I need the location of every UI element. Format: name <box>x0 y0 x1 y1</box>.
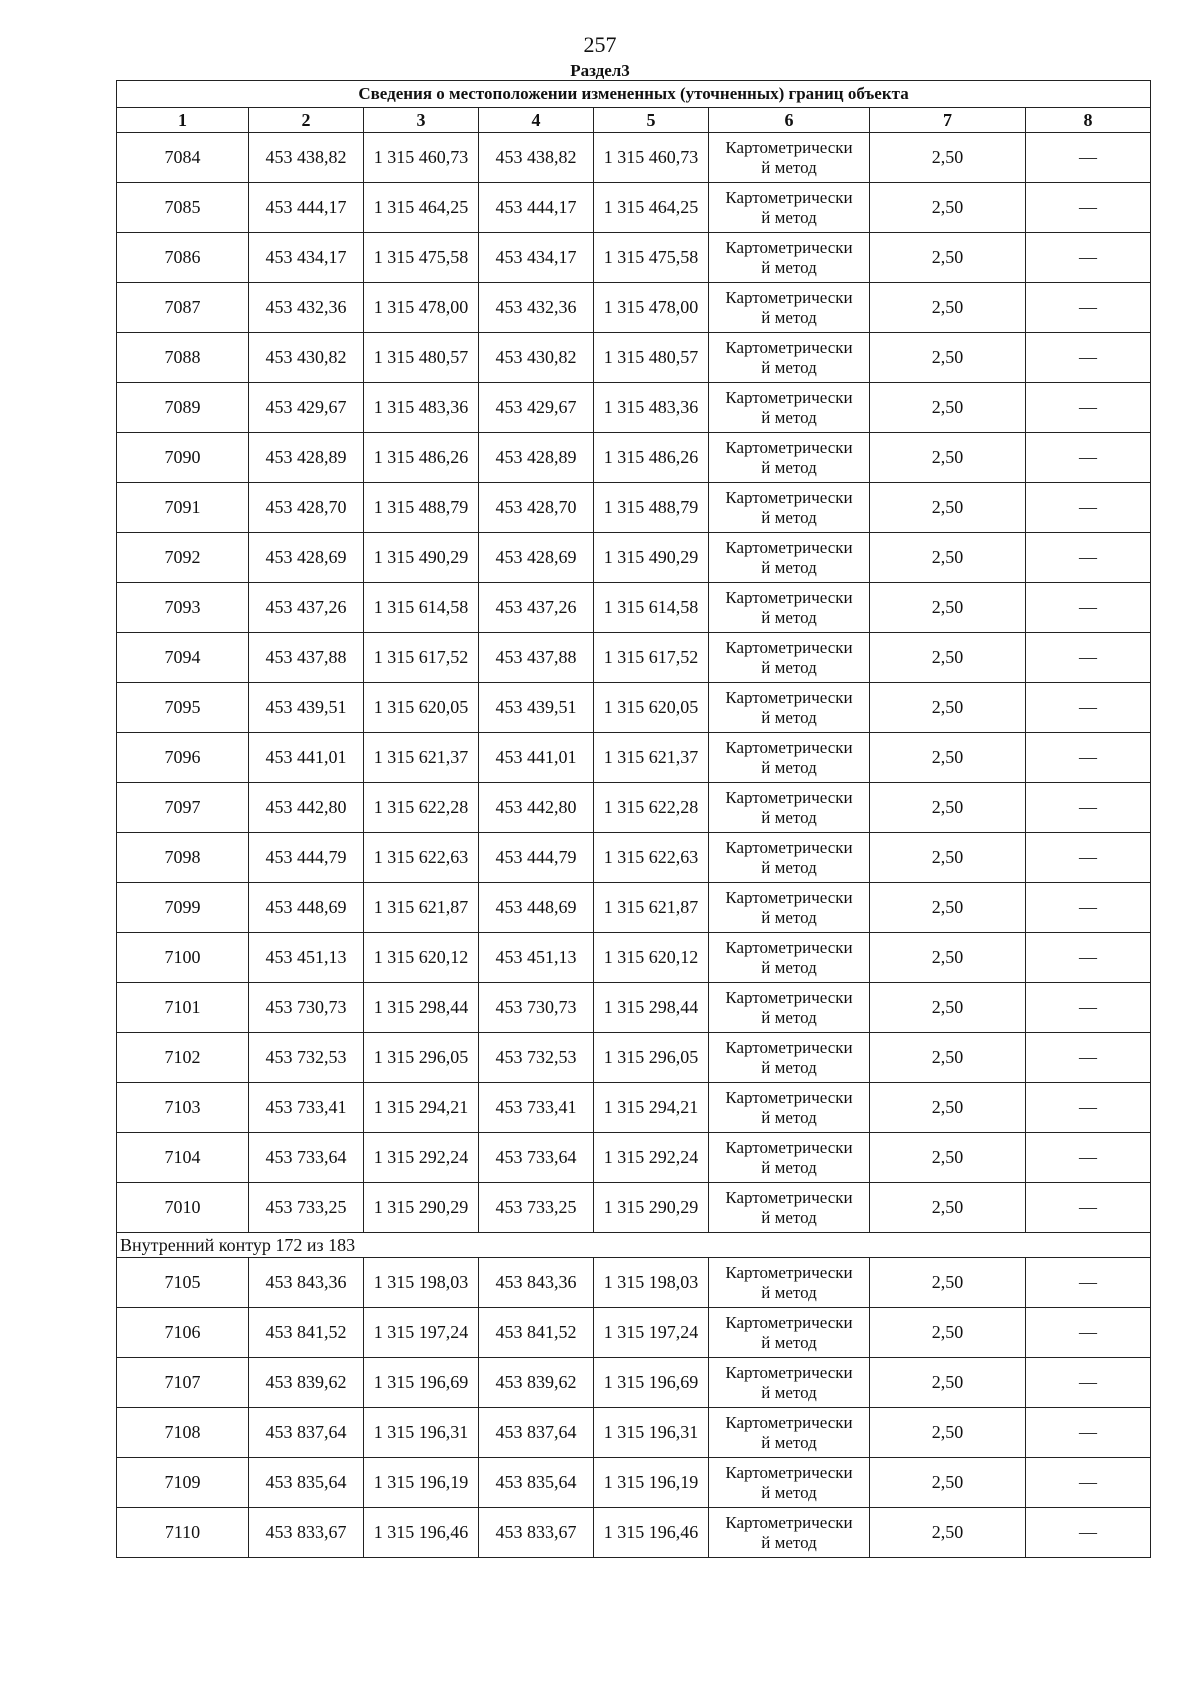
column-header-4: 4 <box>479 108 594 133</box>
table-body <box>117 133 1151 1558</box>
x-new: 453 442,80 <box>479 783 594 833</box>
table-row <box>117 683 1151 733</box>
empty-mark: — <box>1026 783 1151 833</box>
column-header-6: 6 <box>709 108 870 133</box>
y-existing: 1 315 486,26 <box>364 433 479 483</box>
x-new: 453 428,70 <box>479 483 594 533</box>
y-existing: 1 315 197,24 <box>364 1308 479 1358</box>
y-existing: 1 315 622,28 <box>364 783 479 833</box>
x-new: 453 434,17 <box>479 233 594 283</box>
empty-mark: — <box>1026 683 1151 733</box>
empty-mark: — <box>1026 833 1151 883</box>
empty-mark: — <box>1026 183 1151 233</box>
empty-mark: — <box>1026 1358 1151 1408</box>
method: Картометрически й метод <box>709 233 870 283</box>
accuracy: 2,50 <box>870 1358 1026 1408</box>
table-row <box>117 183 1151 233</box>
x-existing: 453 428,89 <box>249 433 364 483</box>
accuracy: 2,50 <box>870 1308 1026 1358</box>
table-row <box>117 583 1151 633</box>
method: Картометрически й метод <box>709 133 870 183</box>
accuracy: 2,50 <box>870 1033 1026 1083</box>
point-number: 7105 <box>117 1258 249 1308</box>
point-number: 7098 <box>117 833 249 883</box>
y-new: 1 315 298,44 <box>594 983 709 1033</box>
x-existing: 453 448,69 <box>249 883 364 933</box>
y-existing: 1 315 620,12 <box>364 933 479 983</box>
empty-mark: — <box>1026 1033 1151 1083</box>
table-row <box>117 1358 1151 1408</box>
accuracy: 2,50 <box>870 833 1026 883</box>
accuracy: 2,50 <box>870 433 1026 483</box>
column-header-1: 1 <box>117 108 249 133</box>
empty-mark: — <box>1026 133 1151 183</box>
empty-mark: — <box>1026 533 1151 583</box>
x-new: 453 841,52 <box>479 1308 594 1358</box>
table-row <box>117 433 1151 483</box>
table-row <box>117 1258 1151 1308</box>
method: Картометрически й метод <box>709 383 870 433</box>
x-new: 453 441,01 <box>479 733 594 783</box>
y-existing: 1 315 621,87 <box>364 883 479 933</box>
point-number: 7091 <box>117 483 249 533</box>
table-row <box>117 1033 1151 1083</box>
x-existing: 453 428,69 <box>249 533 364 583</box>
empty-mark: — <box>1026 1508 1151 1558</box>
method: Картометрически й метод <box>709 283 870 333</box>
method: Картометрически й метод <box>709 783 870 833</box>
point-number: 7089 <box>117 383 249 433</box>
point-number: 7108 <box>117 1408 249 1458</box>
table-row <box>117 983 1151 1033</box>
accuracy: 2,50 <box>870 733 1026 783</box>
empty-mark: — <box>1026 1458 1151 1508</box>
table-row <box>117 133 1151 183</box>
y-new: 1 315 622,63 <box>594 833 709 883</box>
empty-mark: — <box>1026 933 1151 983</box>
x-new: 453 451,13 <box>479 933 594 983</box>
x-existing: 453 428,70 <box>249 483 364 533</box>
empty-mark: — <box>1026 333 1151 383</box>
table-row <box>117 733 1151 783</box>
y-existing: 1 315 475,58 <box>364 233 479 283</box>
accuracy: 2,50 <box>870 133 1026 183</box>
y-new: 1 315 292,24 <box>594 1133 709 1183</box>
method: Картометрически й метод <box>709 883 870 933</box>
x-existing: 453 451,13 <box>249 933 364 983</box>
method: Картометрически й метод <box>709 633 870 683</box>
x-new: 453 733,64 <box>479 1133 594 1183</box>
x-existing: 453 437,88 <box>249 633 364 683</box>
accuracy: 2,50 <box>870 683 1026 733</box>
table-row <box>117 1183 1151 1233</box>
x-existing: 453 732,53 <box>249 1033 364 1083</box>
y-new: 1 315 490,29 <box>594 533 709 583</box>
table-row <box>117 1458 1151 1508</box>
x-new: 453 437,88 <box>479 633 594 683</box>
point-number: 7086 <box>117 233 249 283</box>
x-existing: 453 733,41 <box>249 1083 364 1133</box>
method: Картометрически й метод <box>709 533 870 583</box>
method: Картометрически й метод <box>709 1258 870 1308</box>
empty-mark: — <box>1026 583 1151 633</box>
empty-mark: — <box>1026 383 1151 433</box>
y-new: 1 315 294,21 <box>594 1083 709 1133</box>
x-new: 453 733,41 <box>479 1083 594 1133</box>
y-new: 1 315 478,00 <box>594 283 709 333</box>
x-new: 453 432,36 <box>479 283 594 333</box>
x-new: 453 448,69 <box>479 883 594 933</box>
point-number: 7101 <box>117 983 249 1033</box>
point-number: 7110 <box>117 1508 249 1558</box>
table-row <box>117 1133 1151 1183</box>
x-existing: 453 730,73 <box>249 983 364 1033</box>
accuracy: 2,50 <box>870 333 1026 383</box>
y-existing: 1 315 620,05 <box>364 683 479 733</box>
y-existing: 1 315 296,05 <box>364 1033 479 1083</box>
y-new: 1 315 196,69 <box>594 1358 709 1408</box>
accuracy: 2,50 <box>870 283 1026 333</box>
point-number: 7090 <box>117 433 249 483</box>
x-new: 453 835,64 <box>479 1458 594 1508</box>
method: Картометрически й метод <box>709 683 870 733</box>
x-existing: 453 441,01 <box>249 733 364 783</box>
point-number: 7109 <box>117 1458 249 1508</box>
empty-mark: — <box>1026 1408 1151 1458</box>
y-existing: 1 315 622,63 <box>364 833 479 883</box>
x-new: 453 437,26 <box>479 583 594 633</box>
column-header-3: 3 <box>364 108 479 133</box>
accuracy: 2,50 <box>870 483 1026 533</box>
y-new: 1 315 483,36 <box>594 383 709 433</box>
method: Картометрически й метод <box>709 183 870 233</box>
x-existing: 453 835,64 <box>249 1458 364 1508</box>
x-existing: 453 833,67 <box>249 1508 364 1558</box>
table-row <box>117 1508 1151 1558</box>
table-row <box>117 633 1151 683</box>
y-new: 1 315 475,58 <box>594 233 709 283</box>
y-existing: 1 315 478,00 <box>364 283 479 333</box>
y-new: 1 315 197,24 <box>594 1308 709 1358</box>
x-new: 453 444,17 <box>479 183 594 233</box>
x-new: 453 439,51 <box>479 683 594 733</box>
empty-mark: — <box>1026 233 1151 283</box>
y-existing: 1 315 292,24 <box>364 1133 479 1183</box>
y-new: 1 315 621,87 <box>594 883 709 933</box>
method: Картометрически й метод <box>709 1183 870 1233</box>
page-number: 257 <box>583 32 617 57</box>
x-existing: 453 843,36 <box>249 1258 364 1308</box>
column-header-7: 7 <box>870 108 1026 133</box>
accuracy: 2,50 <box>870 983 1026 1033</box>
y-existing: 1 315 294,21 <box>364 1083 479 1133</box>
empty-mark: — <box>1026 983 1151 1033</box>
x-new: 453 429,67 <box>479 383 594 433</box>
x-existing: 453 841,52 <box>249 1308 364 1358</box>
x-existing: 453 444,79 <box>249 833 364 883</box>
x-new: 453 732,53 <box>479 1033 594 1083</box>
accuracy: 2,50 <box>870 1408 1026 1458</box>
y-new: 1 315 198,03 <box>594 1258 709 1308</box>
method: Картометрически й метод <box>709 833 870 883</box>
accuracy: 2,50 <box>870 633 1026 683</box>
y-existing: 1 315 614,58 <box>364 583 479 633</box>
method: Картометрически й метод <box>709 333 870 383</box>
x-existing: 453 733,64 <box>249 1133 364 1183</box>
empty-mark: — <box>1026 1183 1151 1233</box>
point-number: 7010 <box>117 1183 249 1233</box>
y-new: 1 315 196,46 <box>594 1508 709 1558</box>
x-new: 453 444,79 <box>479 833 594 883</box>
column-header-8: 8 <box>1026 108 1151 133</box>
table-row <box>117 933 1151 983</box>
point-number: 7092 <box>117 533 249 583</box>
y-existing: 1 315 488,79 <box>364 483 479 533</box>
accuracy: 2,50 <box>870 933 1026 983</box>
y-existing: 1 315 460,73 <box>364 133 479 183</box>
point-number: 7085 <box>117 183 249 233</box>
x-existing: 453 429,67 <box>249 383 364 433</box>
accuracy: 2,50 <box>870 1183 1026 1233</box>
table-row <box>117 783 1151 833</box>
x-new: 453 428,89 <box>479 433 594 483</box>
x-new: 453 730,73 <box>479 983 594 1033</box>
method: Картометрически й метод <box>709 1458 870 1508</box>
x-existing: 453 839,62 <box>249 1358 364 1408</box>
empty-mark: — <box>1026 433 1151 483</box>
y-new: 1 315 488,79 <box>594 483 709 533</box>
point-number: 7104 <box>117 1133 249 1183</box>
table-row <box>117 483 1151 533</box>
y-new: 1 315 290,29 <box>594 1183 709 1233</box>
empty-mark: — <box>1026 1133 1151 1183</box>
accuracy: 2,50 <box>870 383 1026 433</box>
y-existing: 1 315 490,29 <box>364 533 479 583</box>
x-new: 453 837,64 <box>479 1408 594 1458</box>
point-number: 7097 <box>117 783 249 833</box>
method: Картометрически й метод <box>709 983 870 1033</box>
y-new: 1 315 614,58 <box>594 583 709 633</box>
accuracy: 2,50 <box>870 1458 1026 1508</box>
point-number: 7093 <box>117 583 249 633</box>
accuracy: 2,50 <box>870 183 1026 233</box>
empty-mark: — <box>1026 1083 1151 1133</box>
empty-mark: — <box>1026 283 1151 333</box>
y-new: 1 315 621,37 <box>594 733 709 783</box>
y-existing: 1 315 196,69 <box>364 1358 479 1408</box>
method: Картометрически й метод <box>709 483 870 533</box>
contour-subheader-row <box>117 1233 1151 1258</box>
accuracy: 2,50 <box>870 583 1026 633</box>
x-existing: 453 439,51 <box>249 683 364 733</box>
x-new: 453 833,67 <box>479 1508 594 1558</box>
y-new: 1 315 620,05 <box>594 683 709 733</box>
method: Картометрически й метод <box>709 433 870 483</box>
y-new: 1 315 196,31 <box>594 1408 709 1458</box>
table-row <box>117 1408 1151 1458</box>
accuracy: 2,50 <box>870 1133 1026 1183</box>
point-number: 7087 <box>117 283 249 333</box>
accuracy: 2,50 <box>870 533 1026 583</box>
point-number: 7107 <box>117 1358 249 1408</box>
table-row <box>117 1308 1151 1358</box>
y-existing: 1 315 196,46 <box>364 1508 479 1558</box>
point-number: 7100 <box>117 933 249 983</box>
table-row <box>117 383 1151 433</box>
method: Картометрически й метод <box>709 933 870 983</box>
x-existing: 453 430,82 <box>249 333 364 383</box>
y-new: 1 315 196,19 <box>594 1458 709 1508</box>
empty-mark: — <box>1026 1258 1151 1308</box>
point-number: 7094 <box>117 633 249 683</box>
table-row <box>117 1083 1151 1133</box>
x-new: 453 733,25 <box>479 1183 594 1233</box>
y-existing: 1 315 196,31 <box>364 1408 479 1458</box>
y-new: 1 315 460,73 <box>594 133 709 183</box>
method: Картометрически й метод <box>709 1358 870 1408</box>
method: Картометрически й метод <box>709 1033 870 1083</box>
accuracy: 2,50 <box>870 783 1026 833</box>
y-new: 1 315 617,52 <box>594 633 709 683</box>
y-existing: 1 315 298,44 <box>364 983 479 1033</box>
table-row <box>117 533 1151 583</box>
y-new: 1 315 622,28 <box>594 783 709 833</box>
point-number: 7095 <box>117 683 249 733</box>
column-header-5: 5 <box>594 108 709 133</box>
table-row <box>117 333 1151 383</box>
point-number: 7084 <box>117 133 249 183</box>
point-number: 7106 <box>117 1308 249 1358</box>
point-number: 7099 <box>117 883 249 933</box>
x-existing: 453 444,17 <box>249 183 364 233</box>
empty-mark: — <box>1026 883 1151 933</box>
column-header-2: 2 <box>249 108 364 133</box>
x-existing: 453 432,36 <box>249 283 364 333</box>
point-number: 7103 <box>117 1083 249 1133</box>
empty-mark: — <box>1026 483 1151 533</box>
point-number: 7096 <box>117 733 249 783</box>
x-existing: 453 442,80 <box>249 783 364 833</box>
accuracy: 2,50 <box>870 883 1026 933</box>
table-row <box>117 883 1151 933</box>
x-existing: 453 437,26 <box>249 583 364 633</box>
method: Картометрически й метод <box>709 1508 870 1558</box>
method: Картометрически й метод <box>709 1308 870 1358</box>
y-existing: 1 315 290,29 <box>364 1183 479 1233</box>
x-new: 453 430,82 <box>479 333 594 383</box>
accuracy: 2,50 <box>870 1258 1026 1308</box>
coordinates-table <box>116 80 1151 1558</box>
accuracy: 2,50 <box>870 1083 1026 1133</box>
column-header-row <box>117 108 1151 133</box>
y-existing: 1 315 621,37 <box>364 733 479 783</box>
method: Картометрически й метод <box>709 733 870 783</box>
contour-subheader: Внутренний контур 172 из 183 <box>117 1233 1151 1258</box>
x-existing: 453 733,25 <box>249 1183 364 1233</box>
empty-mark: — <box>1026 733 1151 783</box>
table-row <box>117 833 1151 883</box>
x-new: 453 428,69 <box>479 533 594 583</box>
y-new: 1 315 486,26 <box>594 433 709 483</box>
empty-mark: — <box>1026 1308 1151 1358</box>
x-new: 453 438,82 <box>479 133 594 183</box>
x-existing: 453 438,82 <box>249 133 364 183</box>
method: Картометрически й метод <box>709 1133 870 1183</box>
y-existing: 1 315 617,52 <box>364 633 479 683</box>
y-new: 1 315 464,25 <box>594 183 709 233</box>
section-title: Раздел3 <box>570 61 630 80</box>
table-caption-row <box>117 81 1151 108</box>
method: Картометрически й метод <box>709 1083 870 1133</box>
x-existing: 453 434,17 <box>249 233 364 283</box>
table-row <box>117 233 1151 283</box>
method: Картометрически й метод <box>709 583 870 633</box>
x-new: 453 839,62 <box>479 1358 594 1408</box>
y-existing: 1 315 198,03 <box>364 1258 479 1308</box>
x-new: 453 843,36 <box>479 1258 594 1308</box>
y-existing: 1 315 464,25 <box>364 183 479 233</box>
y-existing: 1 315 196,19 <box>364 1458 479 1508</box>
table-caption: Сведения о местоположении измененных (уточненных) границ объекта <box>117 81 1151 108</box>
point-number: 7102 <box>117 1033 249 1083</box>
y-new: 1 315 620,12 <box>594 933 709 983</box>
accuracy: 2,50 <box>870 1508 1026 1558</box>
y-new: 1 315 296,05 <box>594 1033 709 1083</box>
table-row <box>117 283 1151 333</box>
point-number: 7088 <box>117 333 249 383</box>
accuracy: 2,50 <box>870 233 1026 283</box>
empty-mark: — <box>1026 633 1151 683</box>
y-new: 1 315 480,57 <box>594 333 709 383</box>
y-existing: 1 315 480,57 <box>364 333 479 383</box>
x-existing: 453 837,64 <box>249 1408 364 1458</box>
method: Картометрически й метод <box>709 1408 870 1458</box>
y-existing: 1 315 483,36 <box>364 383 479 433</box>
